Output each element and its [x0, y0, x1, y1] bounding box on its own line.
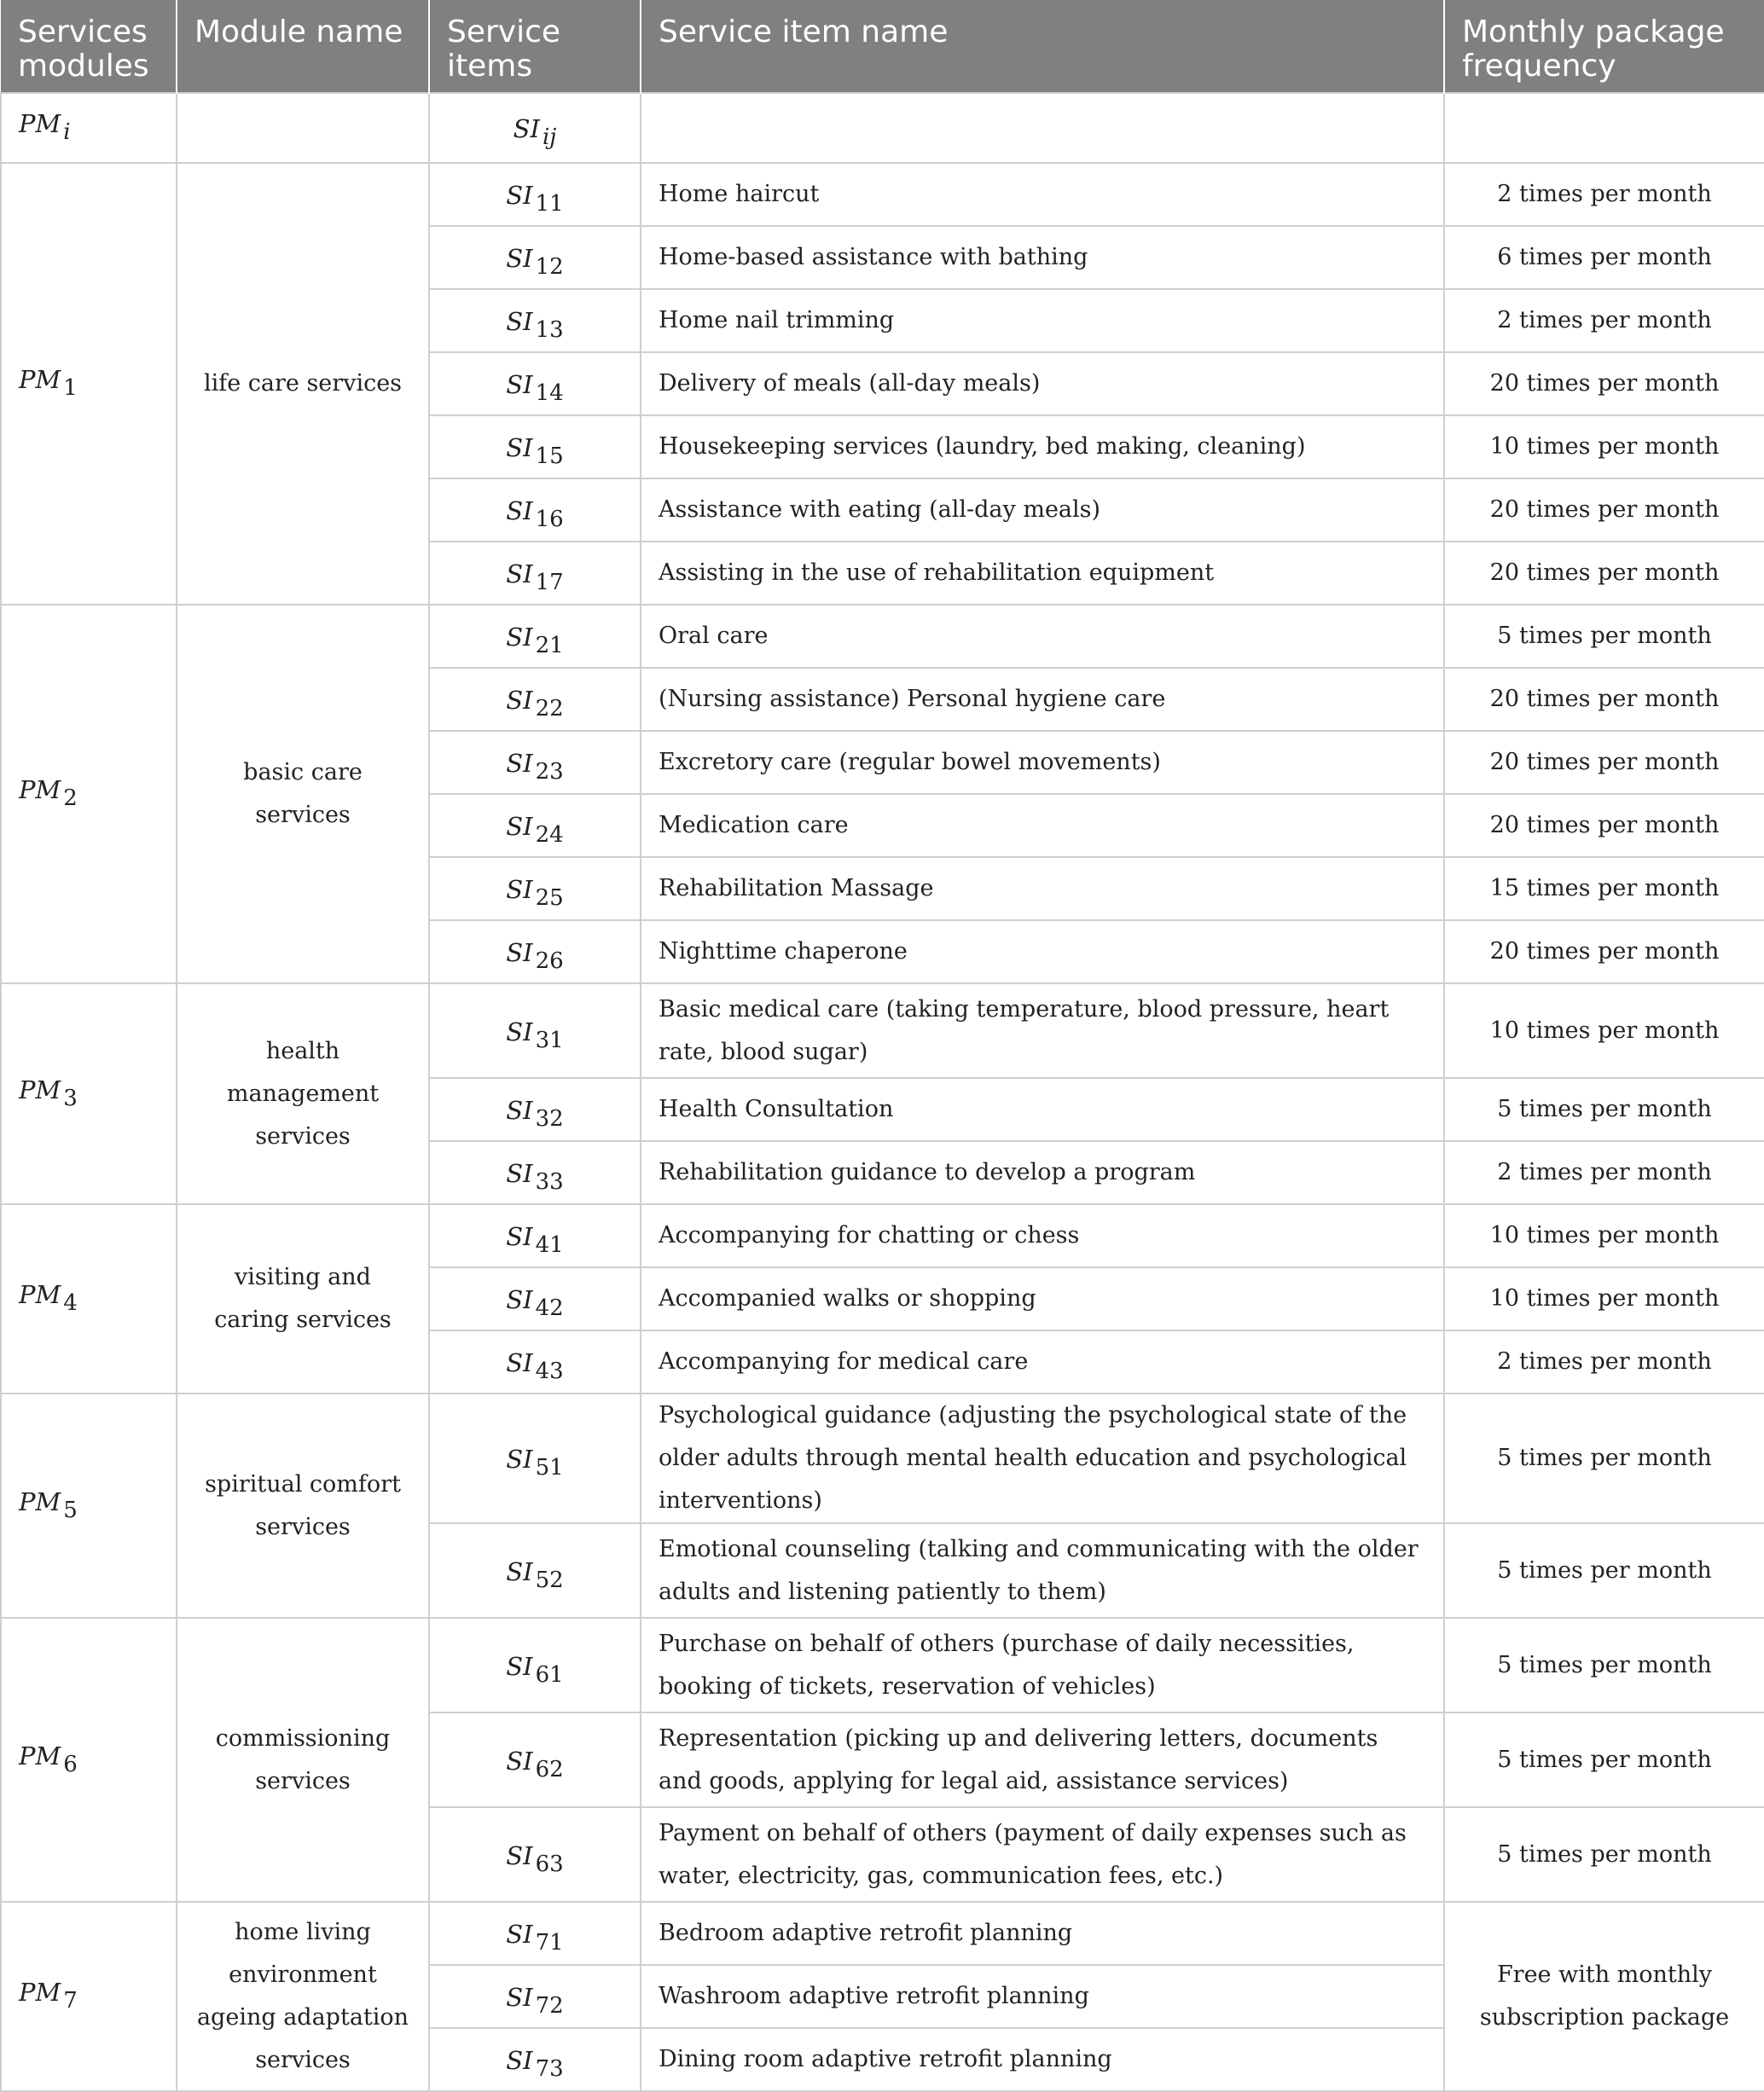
pm-cell	[1, 1204, 177, 1394]
si-subscript: 73	[535, 2056, 564, 2082]
service-item-name-cell: Washroom adaptive retrofit planning	[641, 1965, 1444, 2028]
si-symbol: SI	[506, 1746, 533, 1776]
service-item-name-cell: Basic medical care (taking temperature, blood pressure, heart rate, blood sugar)	[641, 983, 1444, 1078]
si-symbol: SI	[506, 433, 533, 462]
service-item-name-cell: Home haircut	[641, 163, 1444, 226]
si-subscript: 52	[535, 1567, 564, 1593]
table-row	[1, 605, 1764, 668]
frequency-cell: 20 times per month	[1444, 478, 1764, 542]
index-row	[1, 93, 1764, 163]
si-subscript: 21	[535, 633, 564, 658]
service-item-code-cell	[429, 2028, 641, 2091]
si-symbol: SI	[506, 623, 533, 652]
si-symbol: SI	[506, 812, 533, 841]
service-item-code-cell	[429, 1204, 641, 1267]
si-subscript: 26	[535, 948, 564, 974]
si-subscript: 72	[535, 1993, 564, 2019]
empty-cell	[177, 93, 429, 163]
frequency-cell: 20 times per month	[1444, 352, 1764, 415]
service-item-name-cell: Home nail trimming	[641, 289, 1444, 352]
si-symbol: SI	[506, 1159, 533, 1188]
si-subscript: 16	[535, 507, 564, 532]
pm-symbol: PM	[19, 109, 61, 138]
si-subscript: 22	[535, 696, 564, 721]
service-item-code-cell	[429, 731, 641, 794]
si-symbol: SI	[513, 114, 540, 143]
service-item-code-cell	[429, 857, 641, 920]
service-item-code-cell	[429, 1712, 641, 1807]
service-item-code-cell	[429, 1523, 641, 1618]
service-item-code-cell	[429, 226, 641, 289]
pm-cell	[1, 983, 177, 1204]
service-item-name-cell: Assisting in the use of rehabilitation equipment	[641, 542, 1444, 605]
service-item-name-cell: Bedroom adaptive retrofit planning	[641, 1902, 1444, 1965]
service-item-code-cell	[429, 1078, 641, 1141]
table-row	[1, 1204, 1764, 1267]
si-symbol: SI	[506, 686, 533, 715]
service-item-name-cell: Nighttime chaperone	[641, 920, 1444, 983]
service-item-code-cell	[429, 415, 641, 478]
si-symbol: SI	[506, 1651, 533, 1681]
service-item-code-cell	[429, 1807, 641, 1902]
frequency-cell: 5 times per month	[1444, 1394, 1764, 1523]
module-name-cell: life care services	[177, 163, 429, 605]
service-item-code-cell	[429, 1618, 641, 1712]
service-item-code-cell	[429, 1141, 641, 1204]
frequency-cell: 20 times per month	[1444, 668, 1764, 731]
pm-symbol: PM	[19, 1075, 61, 1104]
si-symbol: SI	[506, 1348, 533, 1377]
module-name-cell: home living environment ageing adaptation services	[177, 1902, 429, 2091]
frequency-cell: 15 times per month	[1444, 857, 1764, 920]
empty-cell	[641, 93, 1444, 163]
si-symbol: SI	[506, 181, 533, 210]
table-row	[1, 983, 1764, 1078]
frequency-cell: 2 times per month	[1444, 1141, 1764, 1204]
module-name-cell: commissioning services	[177, 1618, 429, 1902]
si-symbol: SI	[506, 1983, 533, 2012]
table-row	[1, 163, 1764, 226]
si-symbol: SI	[506, 1222, 533, 1251]
si-subscript: 14	[535, 380, 564, 406]
module-name-cell: basic care services	[177, 605, 429, 983]
si-subscript: 24	[535, 822, 564, 848]
si-symbol: SI	[506, 244, 533, 273]
header-monthly-frequency: Monthly package frequency	[1444, 0, 1764, 93]
si-symbol: SI	[506, 875, 533, 904]
pm-symbol: PM	[19, 1486, 61, 1516]
si-subscript: 11	[535, 191, 564, 217]
si-subscript: 62	[535, 1756, 564, 1782]
service-item-code-cell	[429, 983, 641, 1078]
si-subscript: 43	[535, 1359, 564, 1384]
service-item-name-cell: Dining room adaptive retrofit planning	[641, 2028, 1444, 2091]
si-symbol: SI	[506, 1017, 533, 1046]
si-symbol: SI	[506, 559, 533, 588]
header-service-items: Service items	[429, 0, 641, 93]
service-item-code-cell	[429, 1965, 641, 2028]
header-service-item-name: Service item name	[641, 0, 1444, 93]
pm-cell	[1, 1618, 177, 1902]
si-subscript: 31	[535, 1027, 564, 1053]
si-subscript: 12	[535, 254, 564, 280]
si-symbol: SI	[506, 307, 533, 336]
si-symbol: SI	[506, 370, 533, 399]
table-row	[1, 1394, 1764, 1523]
si-subscript: 33	[535, 1169, 564, 1195]
frequency-cell: 5 times per month	[1444, 1618, 1764, 1712]
service-item-name-cell: Excretory care (regular bowel movements)	[641, 731, 1444, 794]
frequency-cell: 10 times per month	[1444, 1267, 1764, 1330]
si-symbol: SI	[506, 938, 533, 967]
si-subscript: 42	[535, 1295, 564, 1321]
module-name-cell: visiting and caring services	[177, 1204, 429, 1394]
frequency-cell: 5 times per month	[1444, 1712, 1764, 1807]
service-item-name-cell: Accompanying for medical care	[641, 1330, 1444, 1394]
frequency-cell: 20 times per month	[1444, 731, 1764, 794]
pm-subscript: 4	[63, 1290, 78, 1316]
si-symbol: SI	[506, 2046, 533, 2075]
si-subscript: 23	[535, 759, 564, 785]
service-item-code-cell	[429, 920, 641, 983]
frequency-cell: Free with monthly subscription package	[1444, 1902, 1764, 2091]
frequency-cell: 2 times per month	[1444, 289, 1764, 352]
table-row	[1, 1618, 1764, 1712]
service-item-code-cell	[429, 1394, 641, 1523]
pm-index-cell	[1, 93, 177, 163]
pm-symbol: PM	[19, 1741, 61, 1770]
si-symbol: SI	[506, 749, 533, 778]
service-item-name-cell: Emotional counseling (talking and communicating with the older adults and listening patiently to them)	[641, 1523, 1444, 1618]
service-item-name-cell: Accompanied walks or shopping	[641, 1267, 1444, 1330]
service-item-name-cell: Housekeeping services (laundry, bed making, cleaning)	[641, 415, 1444, 478]
table-row	[1, 1902, 1764, 1965]
si-symbol: SI	[506, 496, 533, 525]
service-item-code-cell	[429, 794, 641, 857]
frequency-cell: 2 times per month	[1444, 1330, 1764, 1394]
frequency-cell: 5 times per month	[1444, 1523, 1764, 1618]
header-row	[1, 0, 1764, 93]
pm-symbol: PM	[19, 365, 61, 394]
service-item-name-cell: Representation (picking up and delivering letters, documents and goods, applying for legal aid, assistance services)	[641, 1712, 1444, 1807]
service-item-name-cell: (Nursing assistance) Personal hygiene care	[641, 668, 1444, 731]
pm-cell	[1, 1902, 177, 2091]
frequency-cell: 10 times per month	[1444, 1204, 1764, 1267]
service-item-code-cell	[429, 289, 641, 352]
si-subscript: 61	[535, 1661, 564, 1688]
si-symbol: SI	[506, 1556, 533, 1586]
pm-subscript: 7	[63, 1988, 78, 2014]
frequency-cell: 10 times per month	[1444, 415, 1764, 478]
pm-subscript: 1	[63, 375, 78, 401]
si-subscript: 17	[535, 570, 564, 595]
si-symbol: SI	[506, 1285, 533, 1314]
pm-cell	[1, 1394, 177, 1618]
service-item-code-cell	[429, 1267, 641, 1330]
service-item-name-cell: Assistance with eating (all-day meals)	[641, 478, 1444, 542]
header-services-modules: Services modules	[1, 0, 177, 93]
module-name-cell: spiritual comfort services	[177, 1394, 429, 1618]
service-item-code-cell	[429, 352, 641, 415]
frequency-cell: 6 times per month	[1444, 226, 1764, 289]
pm-cell	[1, 605, 177, 983]
si-symbol: SI	[506, 1445, 533, 1474]
service-item-name-cell: Oral care	[641, 605, 1444, 668]
si-subscript: 32	[535, 1106, 564, 1132]
service-item-name-cell: Payment on behalf of others (payment of daily expenses such as water, electricity, gas, communication fees, etc.)	[641, 1807, 1444, 1902]
service-item-code-cell	[429, 668, 641, 731]
frequency-cell: 2 times per month	[1444, 163, 1764, 226]
empty-cell	[1444, 93, 1764, 163]
service-item-name-cell: Home-based assistance with bathing	[641, 226, 1444, 289]
service-item-name-cell: Rehabilitation guidance to develop a program	[641, 1141, 1444, 1204]
pm-symbol: PM	[19, 1978, 61, 2007]
si-subscript: 13	[535, 317, 564, 343]
service-item-name-cell: Purchase on behalf of others (purchase of daily necessities, booking of tickets, reservation of vehicles)	[641, 1618, 1444, 1712]
service-item-name-cell: Rehabilitation Massage	[641, 857, 1444, 920]
service-item-code-cell	[429, 1902, 641, 1965]
frequency-cell: 20 times per month	[1444, 794, 1764, 857]
frequency-cell: 20 times per month	[1444, 542, 1764, 605]
pm-subscript: i	[63, 119, 71, 145]
service-item-name-cell: Accompanying for chatting or chess	[641, 1204, 1444, 1267]
service-item-name-cell: Psychological guidance (adjusting the psychological state of the older adults through mental health education and psychological interventions)	[641, 1394, 1444, 1523]
si-subscript: 63	[535, 1851, 564, 1877]
header-module-name: Module name	[177, 0, 429, 93]
pm-subscript: 5	[63, 1497, 78, 1523]
service-item-code-cell	[429, 478, 641, 542]
si-subscript: 41	[535, 1232, 564, 1258]
si-symbol: SI	[506, 1096, 533, 1125]
pm-cell	[1, 163, 177, 605]
frequency-cell: 5 times per month	[1444, 1078, 1764, 1141]
pm-symbol: PM	[19, 775, 61, 804]
service-item-code-cell	[429, 163, 641, 226]
service-item-code-cell	[429, 542, 641, 605]
service-item-code-cell	[429, 1330, 641, 1394]
frequency-cell: 20 times per month	[1444, 920, 1764, 983]
si-symbol: SI	[506, 1920, 533, 1949]
pm-subscript: 3	[63, 1085, 78, 1111]
service-item-name-cell: Health Consultation	[641, 1078, 1444, 1141]
si-subscript: 15	[535, 443, 564, 469]
service-item-name-cell: Delivery of meals (all-day meals)	[641, 352, 1444, 415]
pm-subscript: 2	[63, 785, 78, 811]
module-name-cell: health management services	[177, 983, 429, 1204]
frequency-cell: 5 times per month	[1444, 1807, 1764, 1902]
service-item-name-cell: Medication care	[641, 794, 1444, 857]
si-index-cell	[429, 93, 641, 163]
service-item-code-cell	[429, 605, 641, 668]
pm-subscript: 6	[63, 1751, 78, 1777]
si-subscript: 71	[535, 1930, 564, 1956]
si-symbol: SI	[506, 1840, 533, 1870]
si-subscript: 51	[535, 1455, 564, 1481]
si-subscript: ij	[542, 125, 557, 150]
pm-symbol: PM	[19, 1280, 61, 1309]
si-subscript: 25	[535, 885, 564, 911]
frequency-cell: 10 times per month	[1444, 983, 1764, 1078]
frequency-cell: 5 times per month	[1444, 605, 1764, 668]
